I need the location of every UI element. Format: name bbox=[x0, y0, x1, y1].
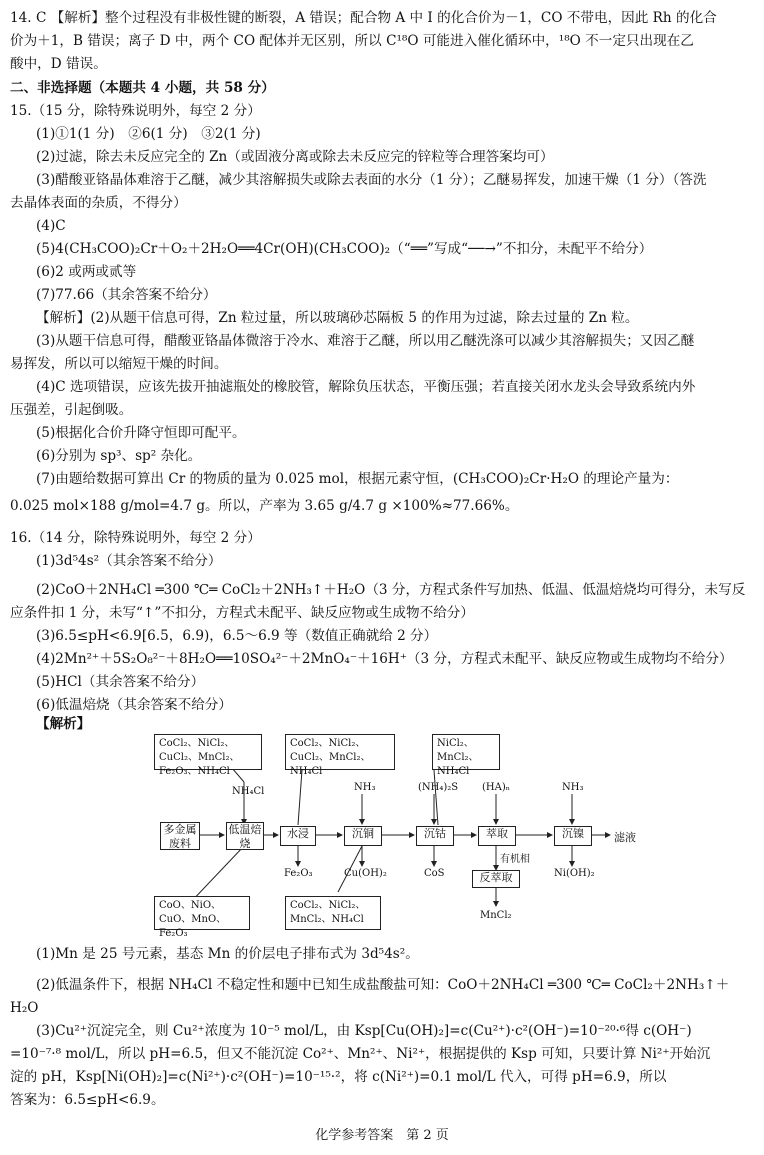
text-line: (2)过滤，除去未反应完全的 Zn（或固液分离或除去未反应完的锌粒等合理答案均可） bbox=[36, 149, 554, 165]
text-line: 14. C 【解析】整个过程没有非极性键的断裂，A 错误；配合物 A 中 I 的化合价为－1，CO 不带电，因此 Rh 的化合 bbox=[10, 10, 717, 26]
text-line: (6)低温焙烧（其余答案不给分） bbox=[36, 697, 232, 713]
text-line: 应条件扣 1 分，未写“↑”不扣分，方程式未配平、缺反应物或生成物不给分） bbox=[10, 605, 474, 621]
text-line: (3)6.5≤pH<6.9[6.5，6.9)，6.5～6.9 等（数值正确就给 2 分） bbox=[36, 628, 438, 644]
flow-node-roasting: 低温焙烧 bbox=[226, 822, 264, 850]
text-line: 易挥发，所以可以缩短干燥的时间。 bbox=[10, 356, 228, 372]
reagent-label: (NH₄)₂S bbox=[418, 782, 459, 793]
reagent-label: (HA)ₙ bbox=[482, 782, 511, 793]
section-heading: 二、非选择题（本题共 4 小题，共 58 分） bbox=[10, 80, 275, 96]
intermediate-box: NiCl₂、MnCl₂、NH₄Cl bbox=[432, 734, 500, 770]
product-label: CoS bbox=[424, 868, 445, 879]
product-label: MnCl₂ bbox=[480, 910, 512, 921]
product-label: Cu(OH)₂ bbox=[344, 868, 387, 879]
flow-node-leaching: 水浸 bbox=[280, 826, 316, 846]
text-line: 【解析】(2)从题干信息可得，Zn 粒过量，所以玻璃砂芯隔板 5 的作用为过滤，除去过量的 Zn 粒。 bbox=[36, 310, 639, 326]
product-label: Ni(OH)₂ bbox=[554, 868, 595, 879]
flow-node-nickel-precipitation: 沉镍 bbox=[554, 826, 592, 846]
text-line: H₂O bbox=[10, 1000, 39, 1016]
product-label: Fe₂O₃ bbox=[284, 868, 313, 879]
text-line: 酸中，D 错误。 bbox=[10, 56, 107, 72]
process-flow-diagram bbox=[148, 730, 678, 939]
text-line: (1)①1(1 分) ②6(1 分) ③2(1 分) bbox=[36, 126, 261, 142]
reagent-label: NH₄Cl bbox=[232, 786, 265, 797]
text-line: (5)4(CH₃COO)₂Cr＋O₂＋2H₂O══4Cr(OH)(CH₃COO)₂（“══”写成“──→”不扣分，未配平不给分） bbox=[36, 241, 653, 257]
text-line: 淀的 pH，Ksp[Ni(OH)₂]=c(Ni²⁺)·c²(OH⁻)=10⁻¹⁵·²，将 c(Ni²⁺)=0.1 mol/L 代入，可得 pH=6.9，所以 bbox=[10, 1069, 667, 1085]
intermediate-box: CoCl₂、NiCl₂、MnCl₂、NH₄Cl bbox=[285, 896, 381, 930]
text-line: 价为＋1，B 错误；离子 D 中，两个 CO 配体并无区别，所以 C¹⁸O 可能进入催化循环中，¹⁸O 不一定只出现在乙 bbox=[10, 33, 694, 49]
text-line: =10⁻⁷·⁸ mol/L，所以 pH=6.5，但又不能沉淀 Co²⁺、Mn²⁺、Ni²⁺，根据提供的 Ksp 可知，只要计算 Ni²⁺开始沉 bbox=[10, 1046, 711, 1062]
reagent-label: NH₃ bbox=[354, 782, 376, 793]
text-line: (7)77.66（其余答案不给分） bbox=[36, 287, 217, 303]
text-line: (4)C 选项错误，应该先拔开抽滤瓶处的橡胶管，解除负压状态，平衡压强；若直接关闭水龙头会导致系统内外 bbox=[36, 379, 696, 395]
question-heading: 16.（14 分，除特殊说明外，每空 2 分） bbox=[10, 530, 261, 546]
text-line: (7)由题给数据可算出 Cr 的物质的量为 0.025 mol，根据元素守恒，(CH₃COO)₂Cr·H₂O 的理论产量为： bbox=[36, 471, 679, 487]
text-line: (4)2Mn²⁺＋5S₂O₈²⁻＋8H₂O══10SO₄²⁻＋2MnO₄⁻＋16H⁺（3 分，方程式未配平、缺反应物或生成物均不给分） bbox=[36, 651, 733, 667]
text-line: (3)醋酸亚铬晶体难溶于乙醚，减少其溶解损失或除去表面的水分（1 分）；乙醚易挥发，加速干燥（1 分）（答洗 bbox=[36, 172, 707, 188]
text-line: 去晶体表面的杂质，不得分） bbox=[10, 195, 187, 211]
product-label: 滤液 bbox=[614, 831, 636, 844]
text-line: (5)HCl（其余答案不给分） bbox=[36, 674, 205, 690]
flow-node-back-extraction: 反萃取 bbox=[472, 870, 520, 888]
text-line: (1)Mn 是 25 号元素，基态 Mn 的价层电子排布式为 3d⁵4s²。 bbox=[36, 946, 419, 962]
flow-node-extraction: 萃取 bbox=[478, 826, 516, 846]
text-line: (2)CoO＋2NH₄Cl ═300 ℃═ CoCl₂＋2NH₃↑＋H₂O（3 分，方程式条件写加热、低温、低温焙烧均可得分，未写反 bbox=[36, 582, 746, 598]
text-line: (6)分别为 sp³、sp² 杂化。 bbox=[36, 448, 202, 464]
flow-node-copper-precipitation: 沉铜 bbox=[344, 826, 382, 846]
text-line: 压强差，引起倒吸。 bbox=[10, 402, 133, 418]
text-line: (4)C bbox=[36, 218, 66, 234]
intermediate-box: CoCl₂、NiCl₂、CuCl₂、MnCl₂、NH₄Cl bbox=[285, 734, 395, 770]
text-line: (6)2 或两或贰等 bbox=[36, 264, 137, 280]
reagent-label: NH₃ bbox=[562, 782, 584, 793]
question-heading: 15.（15 分，除特殊说明外，每空 2 分） bbox=[10, 103, 261, 119]
text-line: 0.025 mol×188 g/mol=4.7 g。所以，产率为 3.65 g/4.7 g ×100%≈77.66%。 bbox=[10, 498, 519, 514]
text-line: (1)3d⁵4s²（其余答案不给分） bbox=[36, 553, 222, 569]
analysis-heading: 【解析】 bbox=[36, 716, 91, 732]
text-line: 答案为：6.5≤pH<6.9。 bbox=[10, 1092, 165, 1108]
page-footer: 化学参考答案 第 2 页 bbox=[315, 1128, 449, 1143]
text-line: (3)Cu²⁺沉淀完全，则 Cu²⁺浓度为 10⁻⁵ mol/L，由 Ksp[Cu(OH)₂]=c(Cu²⁺)·c²(OH⁻)=10⁻²⁰·⁶得 c(OH⁻) bbox=[36, 1023, 692, 1039]
text-line: (2)低温条件下，根据 NH₄Cl 不稳定性和题中已知生成盐酸盐可知：CoO＋2NH₄Cl ═300 ℃═ CoCl₂＋2NH₃↑＋ bbox=[36, 977, 730, 993]
text-line: (5)根据化合价升降守恒即可配平。 bbox=[36, 425, 246, 441]
flow-node-cobalt-precipitation: 沉钴 bbox=[416, 826, 454, 846]
intermediate-box: CoCl₂、NiCl₂、CuCl₂、MnCl₂、Fe₂O₃、NH₄Cl bbox=[154, 734, 262, 770]
flow-node-raw-material: 多金属废料 bbox=[160, 822, 200, 850]
product-label: 有机相 bbox=[500, 854, 530, 865]
text-line: (3)从题干信息可得，醋酸亚铬晶体微溶于冷水、难溶于乙醚，所以用乙醚洗涤可以减少其溶解损失；又因乙醚 bbox=[36, 333, 695, 349]
intermediate-box: CoO、NiO、CuO、MnO、Fe₂O₃ bbox=[154, 896, 250, 930]
